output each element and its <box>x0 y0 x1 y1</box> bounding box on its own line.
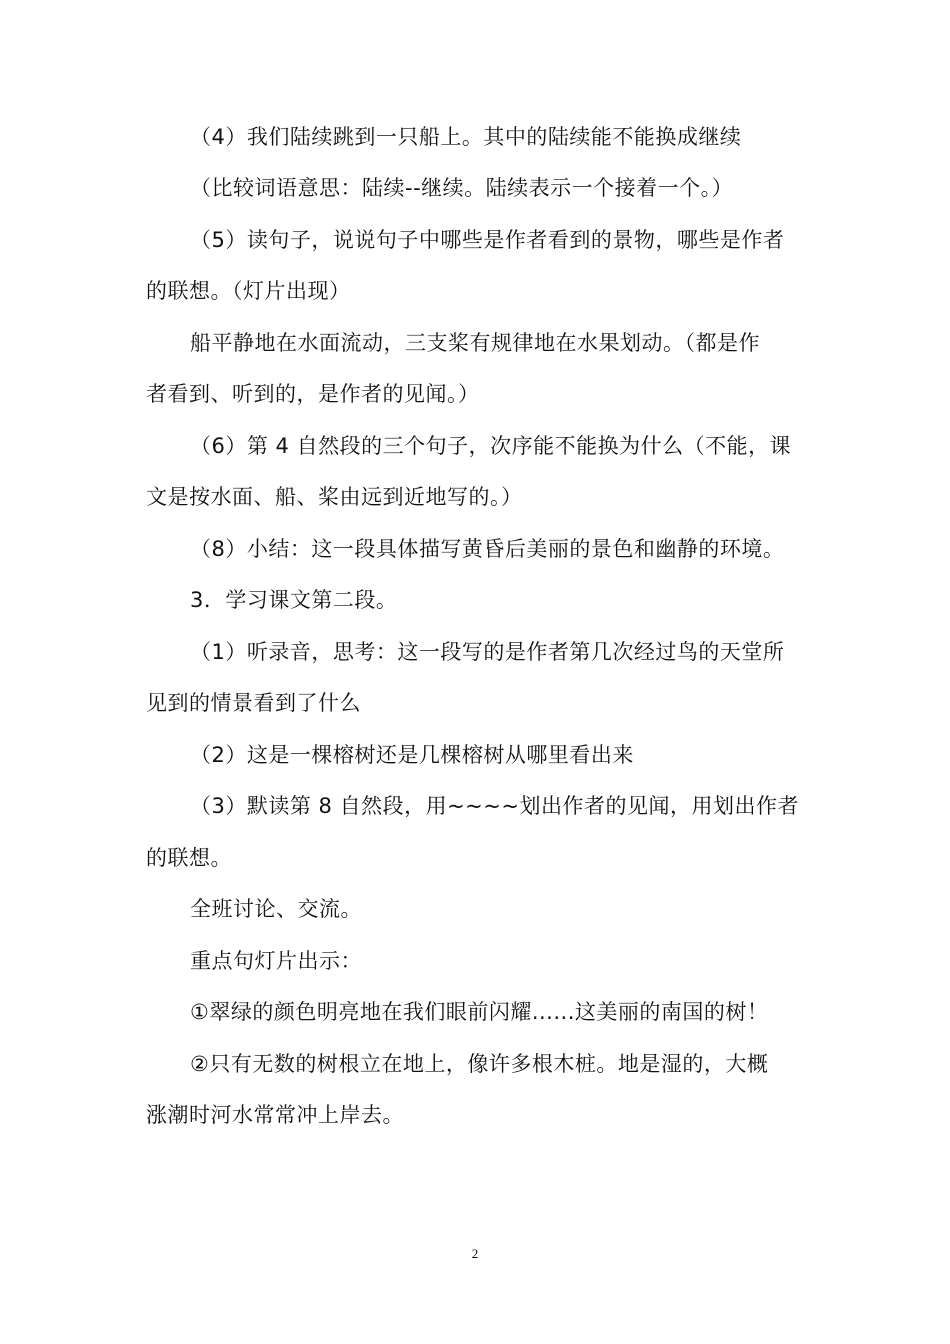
paragraph-line: （3）默读第 8 自然段，用~~~~划出作者的见闻，用划出作者 <box>190 794 799 818</box>
paragraph-line: 文是按水面、船、桨由远到近地写的。） <box>146 485 523 509</box>
paragraph-line: （比较词语意思：陆续--继续。陆续表示一个接着一个。） <box>190 176 734 200</box>
paragraph-line: 者看到、听到的，是作者的见闻。） <box>146 382 480 406</box>
paragraph-line: 重点句灯片出示： <box>190 949 362 973</box>
paragraph-line: 见到的情景看到了什么 <box>146 691 361 715</box>
paragraph-line: （5）读句子，说说句子中哪些是作者看到的景物，哪些是作者 <box>190 228 785 252</box>
paragraph-line: 涨潮时河水常常冲上岸去。 <box>146 1103 404 1127</box>
paragraph-line: （6）第 4 自然段的三个句子，次序能不能换为什么（不能，课 <box>190 434 792 458</box>
paragraph-line: 的联想。（灯片出现） <box>146 279 351 303</box>
paragraph-line: （2）这是一棵榕树还是几棵榕树从哪里看出来 <box>190 743 634 767</box>
paragraph-line: 全班讨论、交流。 <box>190 897 362 921</box>
paragraph-line: 船平静地在水面流动，三支桨有规律地在水果划动。（都是作 <box>190 331 760 355</box>
page-number: 2 <box>471 1246 479 1261</box>
paragraph-line: （1）听录音，思考：这一段写的是作者第几次经过鸟的天堂所 <box>190 640 785 664</box>
paragraph-line: （8）小结：这一段具体描写黄昏后美丽的景色和幽静的环境。 <box>190 537 785 561</box>
paragraph-line: （4）我们陆续跳到一只船上。其中的陆续能不能换成继续 <box>190 125 742 149</box>
paragraph-line: ①翠绿的颜色明亮地在我们眼前闪耀......这美丽的南国的树！ <box>190 1000 769 1024</box>
paragraph-line: 的联想。 <box>146 846 232 870</box>
paragraph-line: ②只有无数的树根立在地上，像许多根木桩。地是湿的，大概 <box>190 1052 769 1076</box>
paragraph-line: 3．学习课文第二段。 <box>190 588 398 612</box>
